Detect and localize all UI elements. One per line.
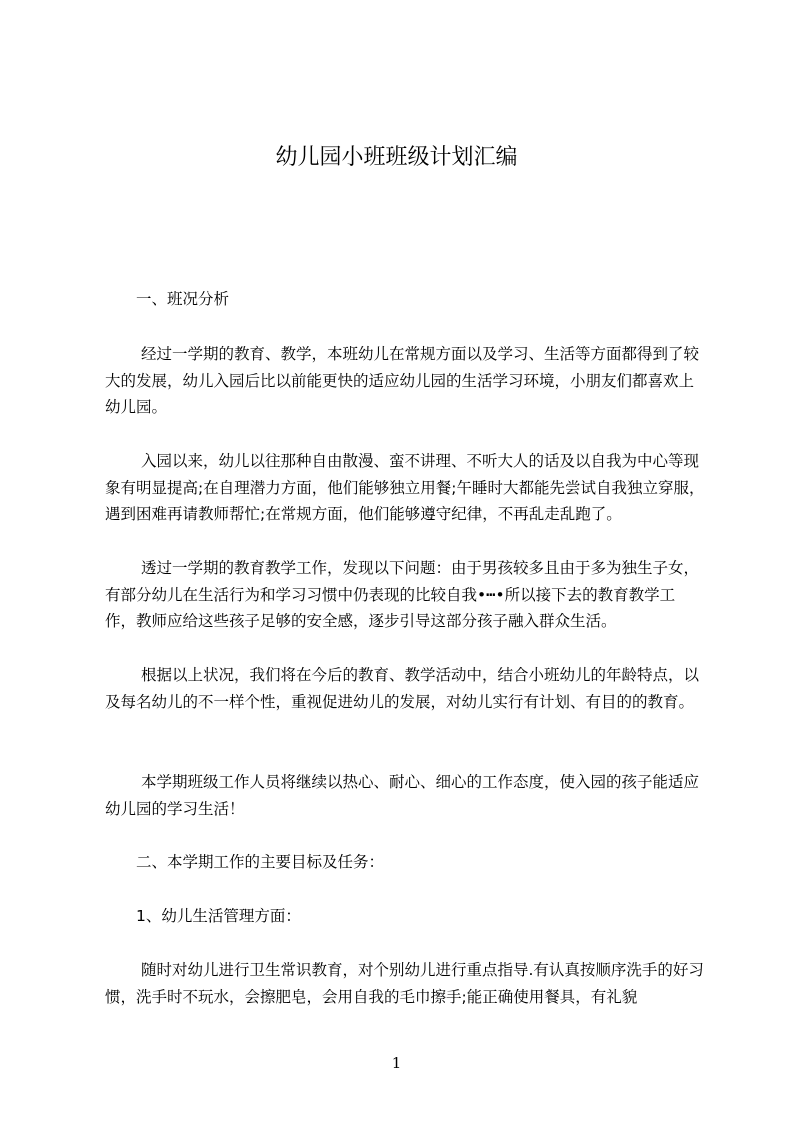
paragraph <box>105 555 705 635</box>
section-heading-goals: 二、本学期工作的主要目标及任务： <box>136 853 385 871</box>
paragraph-text: 经过一学期的教育、教学，本班幼儿在常规方面以及学习、生活等方面都得到了较大的发展，幼儿入园后比以前能更快的适应幼儿园的生活学习环境，小朋友们都喜欢上幼儿园。 <box>105 345 700 416</box>
paragraph-text: 本学期班级工作人员将继续以热心、耐心、细心的工作态度，使入园的孩子能适应幼儿园的学习生活！ <box>105 773 700 818</box>
page-number: 1 <box>391 1054 402 1072</box>
paragraph <box>105 769 705 822</box>
paragraph <box>105 662 705 715</box>
paragraph <box>105 957 705 1010</box>
subsection-heading-life-management: 1、幼儿生活管理方面： <box>136 907 301 925</box>
paragraph-text: 随时对幼儿进行卫生常识教育，对个别幼儿进行重点指导.有认真按顺序洗手的好习惯，洗手时不玩水，会擦肥皂，会用自我的毛巾擦手;能正确使用餐具，有礼貌 <box>105 961 704 1006</box>
paragraph-text: 根据以上状况，我们将在今后的教育、教学活动中，结合小班幼儿的年龄特点，以及每名幼儿的不一样个性，重视促进幼儿的发展，对幼儿实行有计划、有目的的教育。 <box>105 666 700 711</box>
section-heading-class-analysis: 一、班况分析 <box>136 290 230 308</box>
paragraph <box>105 341 705 421</box>
paragraph-text: 入园以来，幼儿以往那种自由散漫、蛮不讲理、不听大人的话及以自我为中心等现象有明显提高;在自理潜力方面，他们能够独立用餐;午睡时大都能先尝试自我独立穿服，遇到困难再请教师帮忙;在常规方面，他们能够遵守纪律，不再乱走乱跑了。 <box>105 452 705 523</box>
paragraph-text: 透过一学期的教育教学工作，发现以下问题：由于男孩较多且由于多为独生子女，有部分幼儿在生活行为和学习习惯中仍表现的比较自我•┅•所以接下去的教育教学工作，教师应给这些孩子足够的安全感，逐步引导这部分孩子融入群众生活。 <box>105 559 700 630</box>
paragraph <box>105 448 705 528</box>
document-title: 幼儿园小班班级计划汇编 <box>275 145 518 170</box>
